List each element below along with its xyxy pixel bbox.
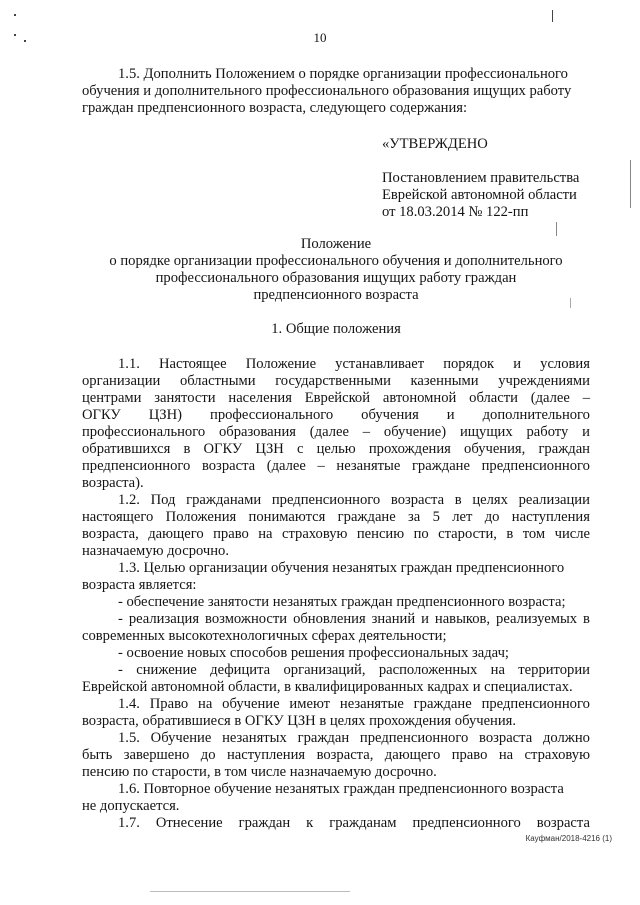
word: целях [472, 492, 508, 508]
paragraph-line [82, 509, 590, 526]
word: – [317, 458, 325, 474]
paragraph-line [82, 611, 590, 628]
scan-mark [14, 14, 16, 16]
word: наступления [226, 747, 306, 763]
word: (далее [309, 424, 349, 440]
paragraph-line: возраста является: [82, 577, 197, 593]
word: – [582, 390, 590, 406]
word: в [183, 441, 191, 457]
paragraph-line: пенсию по старости, в том числе назначаемую досрочно. [82, 764, 437, 780]
word: наступления [511, 509, 590, 525]
word: право [451, 747, 488, 763]
paragraph-line [82, 390, 590, 407]
word: центрами [82, 390, 142, 406]
word: в [454, 492, 462, 508]
word: Положения [165, 509, 237, 525]
word: территории [518, 662, 590, 678]
word: областными [179, 373, 256, 389]
word: Еврейской [304, 390, 371, 406]
word: устанавливает [335, 356, 425, 372]
word: снижение [136, 662, 197, 678]
word: - [118, 611, 123, 627]
word: гражданам [329, 815, 397, 831]
word: на [490, 662, 505, 678]
approval-line: Постановлением правительства [382, 170, 580, 186]
intro-line: 1.5. Дополнить Положением о порядке организации профессионального [118, 66, 568, 82]
word: гражданами [186, 492, 262, 508]
paragraph-line [82, 730, 590, 747]
word: (далее [266, 458, 306, 474]
word: по [413, 526, 429, 542]
paragraph [82, 560, 590, 696]
paragraph-line [82, 526, 590, 543]
word: 1.2. [118, 492, 140, 508]
title-line: предпенсионного возраста [253, 287, 419, 303]
word: предпенсионного [412, 815, 521, 831]
word: имеют [289, 696, 331, 712]
word: завершено [123, 747, 190, 763]
word: порядок [443, 356, 495, 372]
word: предпенсионного [359, 730, 469, 746]
word: ЦЗН [255, 441, 284, 457]
word: 1.5. [118, 730, 140, 746]
word: занятости [154, 390, 216, 406]
word: и [513, 356, 522, 372]
word: незанятые [336, 458, 401, 474]
word: и [582, 424, 590, 440]
paragraph-line [82, 696, 590, 713]
word: обновления [293, 611, 366, 627]
word: ищущих [459, 424, 513, 440]
word: автономной [382, 390, 457, 406]
scan-mark [630, 160, 631, 208]
word: реализация [128, 611, 200, 627]
word: прохождения [368, 441, 451, 457]
word: возраста [390, 492, 445, 508]
document-title [82, 236, 590, 304]
paragraph [82, 815, 590, 832]
paragraph-line: 1.6. Повторное обучение незанятых граждан предпенсионного возраста [118, 781, 564, 797]
paragraph-line [82, 373, 590, 390]
paragraph-line [82, 441, 590, 458]
word: старости, [438, 526, 497, 542]
approval-line: Еврейской автономной области [382, 187, 577, 203]
word: до [484, 509, 500, 525]
intro-line: обучения и дополнительного профессионального образования ищущих работу [82, 83, 572, 99]
word: 1.4. [118, 696, 140, 712]
word: до [200, 747, 216, 763]
word: обратившихся [82, 441, 171, 457]
word: казенными [410, 373, 479, 389]
word: организаций, [283, 662, 366, 678]
scan-mark [552, 10, 553, 22]
word: (далее [530, 390, 570, 406]
word: пенсию [356, 526, 405, 542]
paragraph [82, 730, 590, 781]
word: числе [554, 526, 590, 542]
word: - [118, 662, 123, 678]
word: должно [542, 730, 590, 746]
word: государственными [275, 373, 391, 389]
word: страховую [281, 526, 348, 542]
paragraph-line: назначаемую досрочно. [82, 543, 230, 559]
word: навыков, [434, 611, 491, 627]
paragraph-line [82, 424, 590, 441]
word: Настоящее [159, 356, 227, 372]
word: настоящего [82, 509, 154, 525]
paragraph [82, 781, 590, 815]
paragraph-line: 1.3. Целью организации обучения незанятых граждан предпенсионного [118, 560, 565, 576]
paragraph-line: - освоение новых способов решения профессиональных задач; [118, 645, 509, 661]
word: в [506, 526, 514, 542]
word: том [522, 526, 546, 542]
word: предпенсионного [481, 696, 590, 712]
word: знаний [371, 611, 416, 627]
word: реализации [518, 492, 590, 508]
paragraph-line: возраста, обратившиеся в ОГКУ ЦЗН в целях прохождения обучения. [82, 713, 517, 729]
word: условия [540, 356, 590, 372]
paragraph-line: - обеспечение занятости незанятых граждан предпенсионного возраста; [118, 594, 566, 610]
word: и [446, 407, 455, 423]
word: к [306, 815, 314, 831]
word: ОГКУ [203, 441, 243, 457]
word: право [213, 526, 249, 542]
word: лет [452, 509, 473, 525]
page-number: 10 [313, 30, 327, 45]
word: образования [218, 424, 296, 440]
word: предпенсионного [82, 458, 191, 474]
footer-code: Кауфман/2018-4216 (1) [525, 834, 612, 843]
word: граждане [337, 509, 396, 525]
word: за [408, 509, 421, 525]
word: Обучение [150, 730, 212, 746]
paragraph-line [82, 662, 590, 679]
word: понимаются [248, 509, 326, 525]
intro-line: граждан предпенсионного возраста, следующего содержания: [82, 100, 468, 116]
word: граждане [411, 458, 470, 474]
word: незанятых [222, 730, 287, 746]
scan-mark [556, 222, 557, 236]
word: профессионального [82, 424, 206, 440]
word: граждан [297, 730, 350, 746]
word: организации [82, 373, 161, 389]
word: дающего [148, 526, 204, 542]
body-text [82, 356, 590, 832]
word: 1.1. [118, 356, 140, 372]
word: возраста, [316, 747, 374, 763]
bottom-rule [150, 891, 350, 892]
word: граждан [538, 441, 590, 457]
word: Под [150, 492, 176, 508]
paragraph-line: современных высокотехнологичных сферах деятельности; [82, 628, 447, 644]
paragraph [82, 356, 590, 492]
word: Положение [245, 356, 317, 372]
word: Отнесение [155, 815, 223, 831]
word: на [198, 696, 213, 712]
word: возраста [479, 730, 533, 746]
paragraph-line [82, 492, 590, 509]
word: 1.7. [118, 815, 140, 831]
word: расположенных [378, 662, 478, 678]
word: на [258, 526, 273, 542]
paragraph-line: не допускается. [82, 798, 180, 814]
word: обучения, [464, 441, 526, 457]
word: с [296, 441, 304, 457]
word: ЦЗН) [148, 407, 183, 423]
title-line: профессионального образования ищущих работу граждан [155, 270, 517, 286]
word: дефицита [210, 662, 271, 678]
word: и [421, 611, 429, 627]
word: Право [149, 696, 189, 712]
word: – [362, 424, 371, 440]
approval-block [382, 170, 612, 221]
word: быть [82, 747, 113, 763]
word: профессионального [210, 407, 334, 423]
word: предпенсионного [481, 458, 590, 474]
word: страховую [524, 747, 590, 763]
word: целью [316, 441, 356, 457]
word: возраста [201, 458, 256, 474]
paragraph-line [82, 747, 590, 764]
word: предпенсионного [271, 492, 381, 508]
word: в [583, 611, 590, 627]
word: области [469, 390, 518, 406]
paragraph [82, 492, 590, 560]
word: граждан [238, 815, 291, 831]
word: возраста [536, 815, 590, 831]
word: обучения [361, 407, 419, 423]
word: 5 [432, 509, 440, 525]
paragraph-line [82, 458, 590, 475]
word: незанятые [339, 696, 404, 712]
word: населения [228, 390, 292, 406]
word: возможности [205, 611, 288, 627]
word: учреждениями [498, 373, 590, 389]
word: возраста, [82, 526, 139, 542]
word: реализуемых [496, 611, 578, 627]
word: на [498, 747, 514, 763]
paragraph-line: возраста). [82, 475, 144, 491]
word: ОГКУ [82, 407, 121, 423]
word: обучение [222, 696, 280, 712]
paragraph-line [82, 407, 590, 424]
title-line: Положение [300, 236, 372, 252]
approval-stamp: «УТВЕРЖДЕНО [382, 136, 488, 152]
word: работу [526, 424, 569, 440]
paragraph-line [82, 356, 590, 373]
paragraph-line [82, 815, 590, 832]
word: дающего [384, 747, 441, 763]
paragraph [82, 696, 590, 730]
title-line: о порядке организации профессионального обучения и дополнительного [109, 253, 563, 269]
paragraph-line: Еврейской автономной области, в квалифицированных кадрах и специалистах. [82, 679, 573, 695]
intro-paragraph [82, 66, 590, 117]
word: граждане [413, 696, 472, 712]
section-heading: 1. Общие положения [271, 321, 401, 337]
word: обучение) [383, 424, 447, 440]
approval-line: от 18.03.2014 № 122-пп [382, 204, 529, 220]
word: дополнительного [482, 407, 590, 423]
